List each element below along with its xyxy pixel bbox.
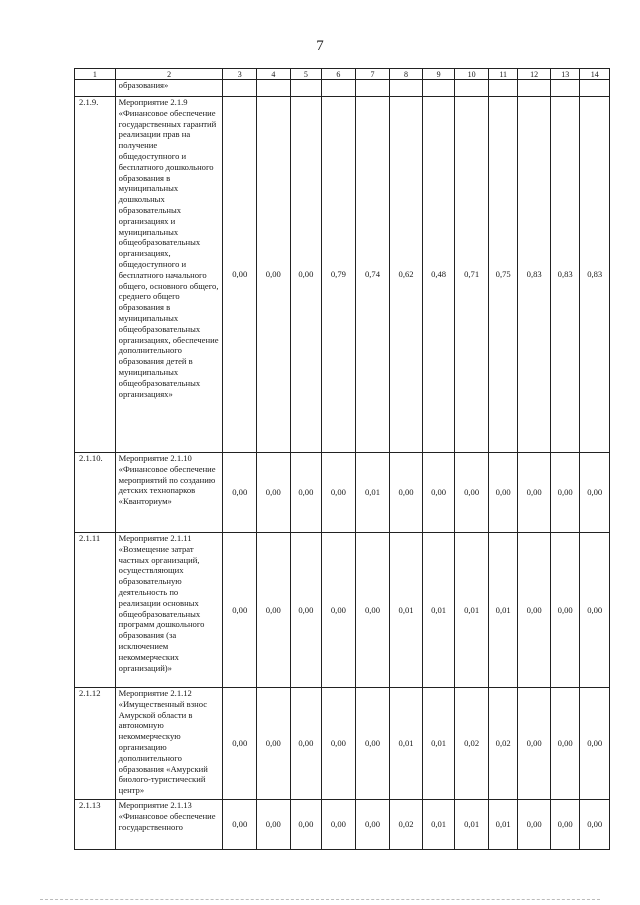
value-cell: 0,00 bbox=[290, 453, 322, 533]
empty-cell bbox=[257, 80, 291, 97]
header-cell: 11 bbox=[488, 69, 517, 80]
header-cell: 7 bbox=[355, 69, 390, 80]
page-number: 7 bbox=[316, 38, 324, 54]
value-cell: 0,00 bbox=[290, 688, 322, 800]
empty-cell bbox=[75, 80, 116, 97]
value-cell: 0,00 bbox=[518, 533, 551, 688]
header-cell: 3 bbox=[223, 69, 257, 80]
indicator-table bbox=[74, 68, 610, 850]
continuation-row bbox=[75, 80, 610, 97]
empty-cell bbox=[422, 80, 455, 97]
value-cell: 0,02 bbox=[488, 688, 517, 800]
header-cell: 13 bbox=[550, 69, 579, 80]
value-cell: 0,01 bbox=[455, 800, 489, 850]
empty-cell bbox=[355, 80, 390, 97]
value-cell: 0,00 bbox=[550, 533, 579, 688]
value-cell: 0,00 bbox=[390, 453, 423, 533]
value-cell: 0,00 bbox=[355, 533, 390, 688]
value-cell: 0,01 bbox=[355, 453, 390, 533]
row-number: 2.1.11 bbox=[75, 533, 116, 688]
value-cell: 0,00 bbox=[322, 533, 356, 688]
value-cell: 0,01 bbox=[390, 533, 423, 688]
value-cell: 0,00 bbox=[257, 97, 291, 453]
value-cell: 0,01 bbox=[488, 800, 517, 850]
table-row bbox=[75, 688, 610, 800]
value-cell: 0,00 bbox=[223, 800, 257, 850]
empty-cell bbox=[455, 80, 489, 97]
value-cell: 0,00 bbox=[223, 453, 257, 533]
value-cell: 0,79 bbox=[322, 97, 356, 453]
measure-description: Мероприятие 2.1.12 «Имущественный взнос Амурской области в автономную некоммерческую организацию дополнительного образования «Амурский биолого-туристический центр» bbox=[115, 688, 223, 800]
value-cell: 0,00 bbox=[455, 453, 489, 533]
value-cell: 0,00 bbox=[355, 800, 390, 850]
value-cell: 0,00 bbox=[518, 800, 551, 850]
value-cell: 0,83 bbox=[550, 97, 579, 453]
value-cell: 0,00 bbox=[580, 688, 610, 800]
value-cell: 0,00 bbox=[290, 800, 322, 850]
value-cell: 0,00 bbox=[580, 533, 610, 688]
value-cell: 0,00 bbox=[580, 800, 610, 850]
empty-cell bbox=[223, 80, 257, 97]
empty-cell bbox=[390, 80, 423, 97]
value-cell: 0,62 bbox=[390, 97, 423, 453]
header-row bbox=[75, 69, 610, 80]
value-cell: 0,00 bbox=[550, 453, 579, 533]
value-cell: 0,83 bbox=[518, 97, 551, 453]
empty-cell bbox=[290, 80, 322, 97]
measure-description: Мероприятие 2.1.9 «Финансовое обеспечение государственных гарантий реализации прав на получение общедоступного и бесплатного дошкольного образования в муниципальных дошкольных образовательных организациях и муниципальных общеобразовательных организациях, общедоступного и бесплатного начального общего, основного общего, среднего общего образования в муниципальных общеобразовательных организациях, обеспечение дополнительного образования детей в муниципальных общеобразовательных организациях» bbox=[115, 97, 223, 453]
header-cell: 1 bbox=[75, 69, 116, 80]
table-row bbox=[75, 97, 610, 453]
measure-description: Мероприятие 2.1.10 «Финансовое обеспечение мероприятий по созданию детских технопарков «Кванториум» bbox=[115, 453, 223, 533]
value-cell: 0,02 bbox=[390, 800, 423, 850]
value-cell: 0,00 bbox=[257, 800, 291, 850]
value-cell: 0,75 bbox=[488, 97, 517, 453]
value-cell: 0,00 bbox=[257, 453, 291, 533]
empty-cell bbox=[488, 80, 517, 97]
value-cell: 0,00 bbox=[223, 533, 257, 688]
value-cell: 0,00 bbox=[322, 453, 356, 533]
header-cell: 6 bbox=[322, 69, 356, 80]
value-cell: 0,00 bbox=[223, 97, 257, 453]
header-cell: 12 bbox=[518, 69, 551, 80]
measure-description: Мероприятие 2.1.13 «Финансовое обеспечение государственного bbox=[115, 800, 223, 850]
table-row bbox=[75, 533, 610, 688]
header-cell: 14 bbox=[580, 69, 610, 80]
table-row bbox=[75, 800, 610, 850]
table-row bbox=[75, 453, 610, 533]
value-cell: 0,00 bbox=[257, 688, 291, 800]
scan-edge-rule bbox=[40, 899, 600, 900]
header-cell: 2 bbox=[115, 69, 223, 80]
value-cell: 0,83 bbox=[580, 97, 610, 453]
empty-cell bbox=[550, 80, 579, 97]
value-cell: 0,00 bbox=[257, 533, 291, 688]
value-cell: 0,01 bbox=[422, 800, 455, 850]
empty-cell bbox=[322, 80, 356, 97]
value-cell: 0,00 bbox=[550, 688, 579, 800]
row-number: 2.1.9. bbox=[75, 97, 116, 453]
value-cell: 0,00 bbox=[550, 800, 579, 850]
value-cell: 0,00 bbox=[290, 97, 322, 453]
value-cell: 0,02 bbox=[455, 688, 489, 800]
value-cell: 0,00 bbox=[518, 453, 551, 533]
row-number: 2.1.13 bbox=[75, 800, 116, 850]
value-cell: 0,74 bbox=[355, 97, 390, 453]
header-cell: 10 bbox=[455, 69, 489, 80]
value-cell: 0,00 bbox=[488, 453, 517, 533]
value-cell: 0,01 bbox=[390, 688, 423, 800]
value-cell: 0,00 bbox=[223, 688, 257, 800]
value-cell: 0,00 bbox=[580, 453, 610, 533]
value-cell: 0,00 bbox=[518, 688, 551, 800]
header-cell: 5 bbox=[290, 69, 322, 80]
value-cell: 0,48 bbox=[422, 97, 455, 453]
header-cell: 4 bbox=[257, 69, 291, 80]
value-cell: 0,00 bbox=[322, 800, 356, 850]
header-cell: 8 bbox=[390, 69, 423, 80]
value-cell: 0,01 bbox=[422, 688, 455, 800]
value-cell: 0,01 bbox=[488, 533, 517, 688]
continuation-text: образования» bbox=[115, 80, 223, 97]
value-cell: 0,00 bbox=[422, 453, 455, 533]
value-cell: 0,01 bbox=[455, 533, 489, 688]
empty-cell bbox=[580, 80, 610, 97]
measure-description: Мероприятие 2.1.11 «Возмещение затрат частных организаций, осуществляющих образовательную деятельность по реализации основных общеобразовательных программ дошкольного образования (за исключением некоммерческих организаций)» bbox=[115, 533, 223, 688]
value-cell: 0,00 bbox=[290, 533, 322, 688]
empty-cell bbox=[518, 80, 551, 97]
value-cell: 0,01 bbox=[422, 533, 455, 688]
value-cell: 0,71 bbox=[455, 97, 489, 453]
row-number: 2.1.12 bbox=[75, 688, 116, 800]
header-cell: 9 bbox=[422, 69, 455, 80]
value-cell: 0,00 bbox=[322, 688, 356, 800]
value-cell: 0,00 bbox=[355, 688, 390, 800]
row-number: 2.1.10. bbox=[75, 453, 116, 533]
